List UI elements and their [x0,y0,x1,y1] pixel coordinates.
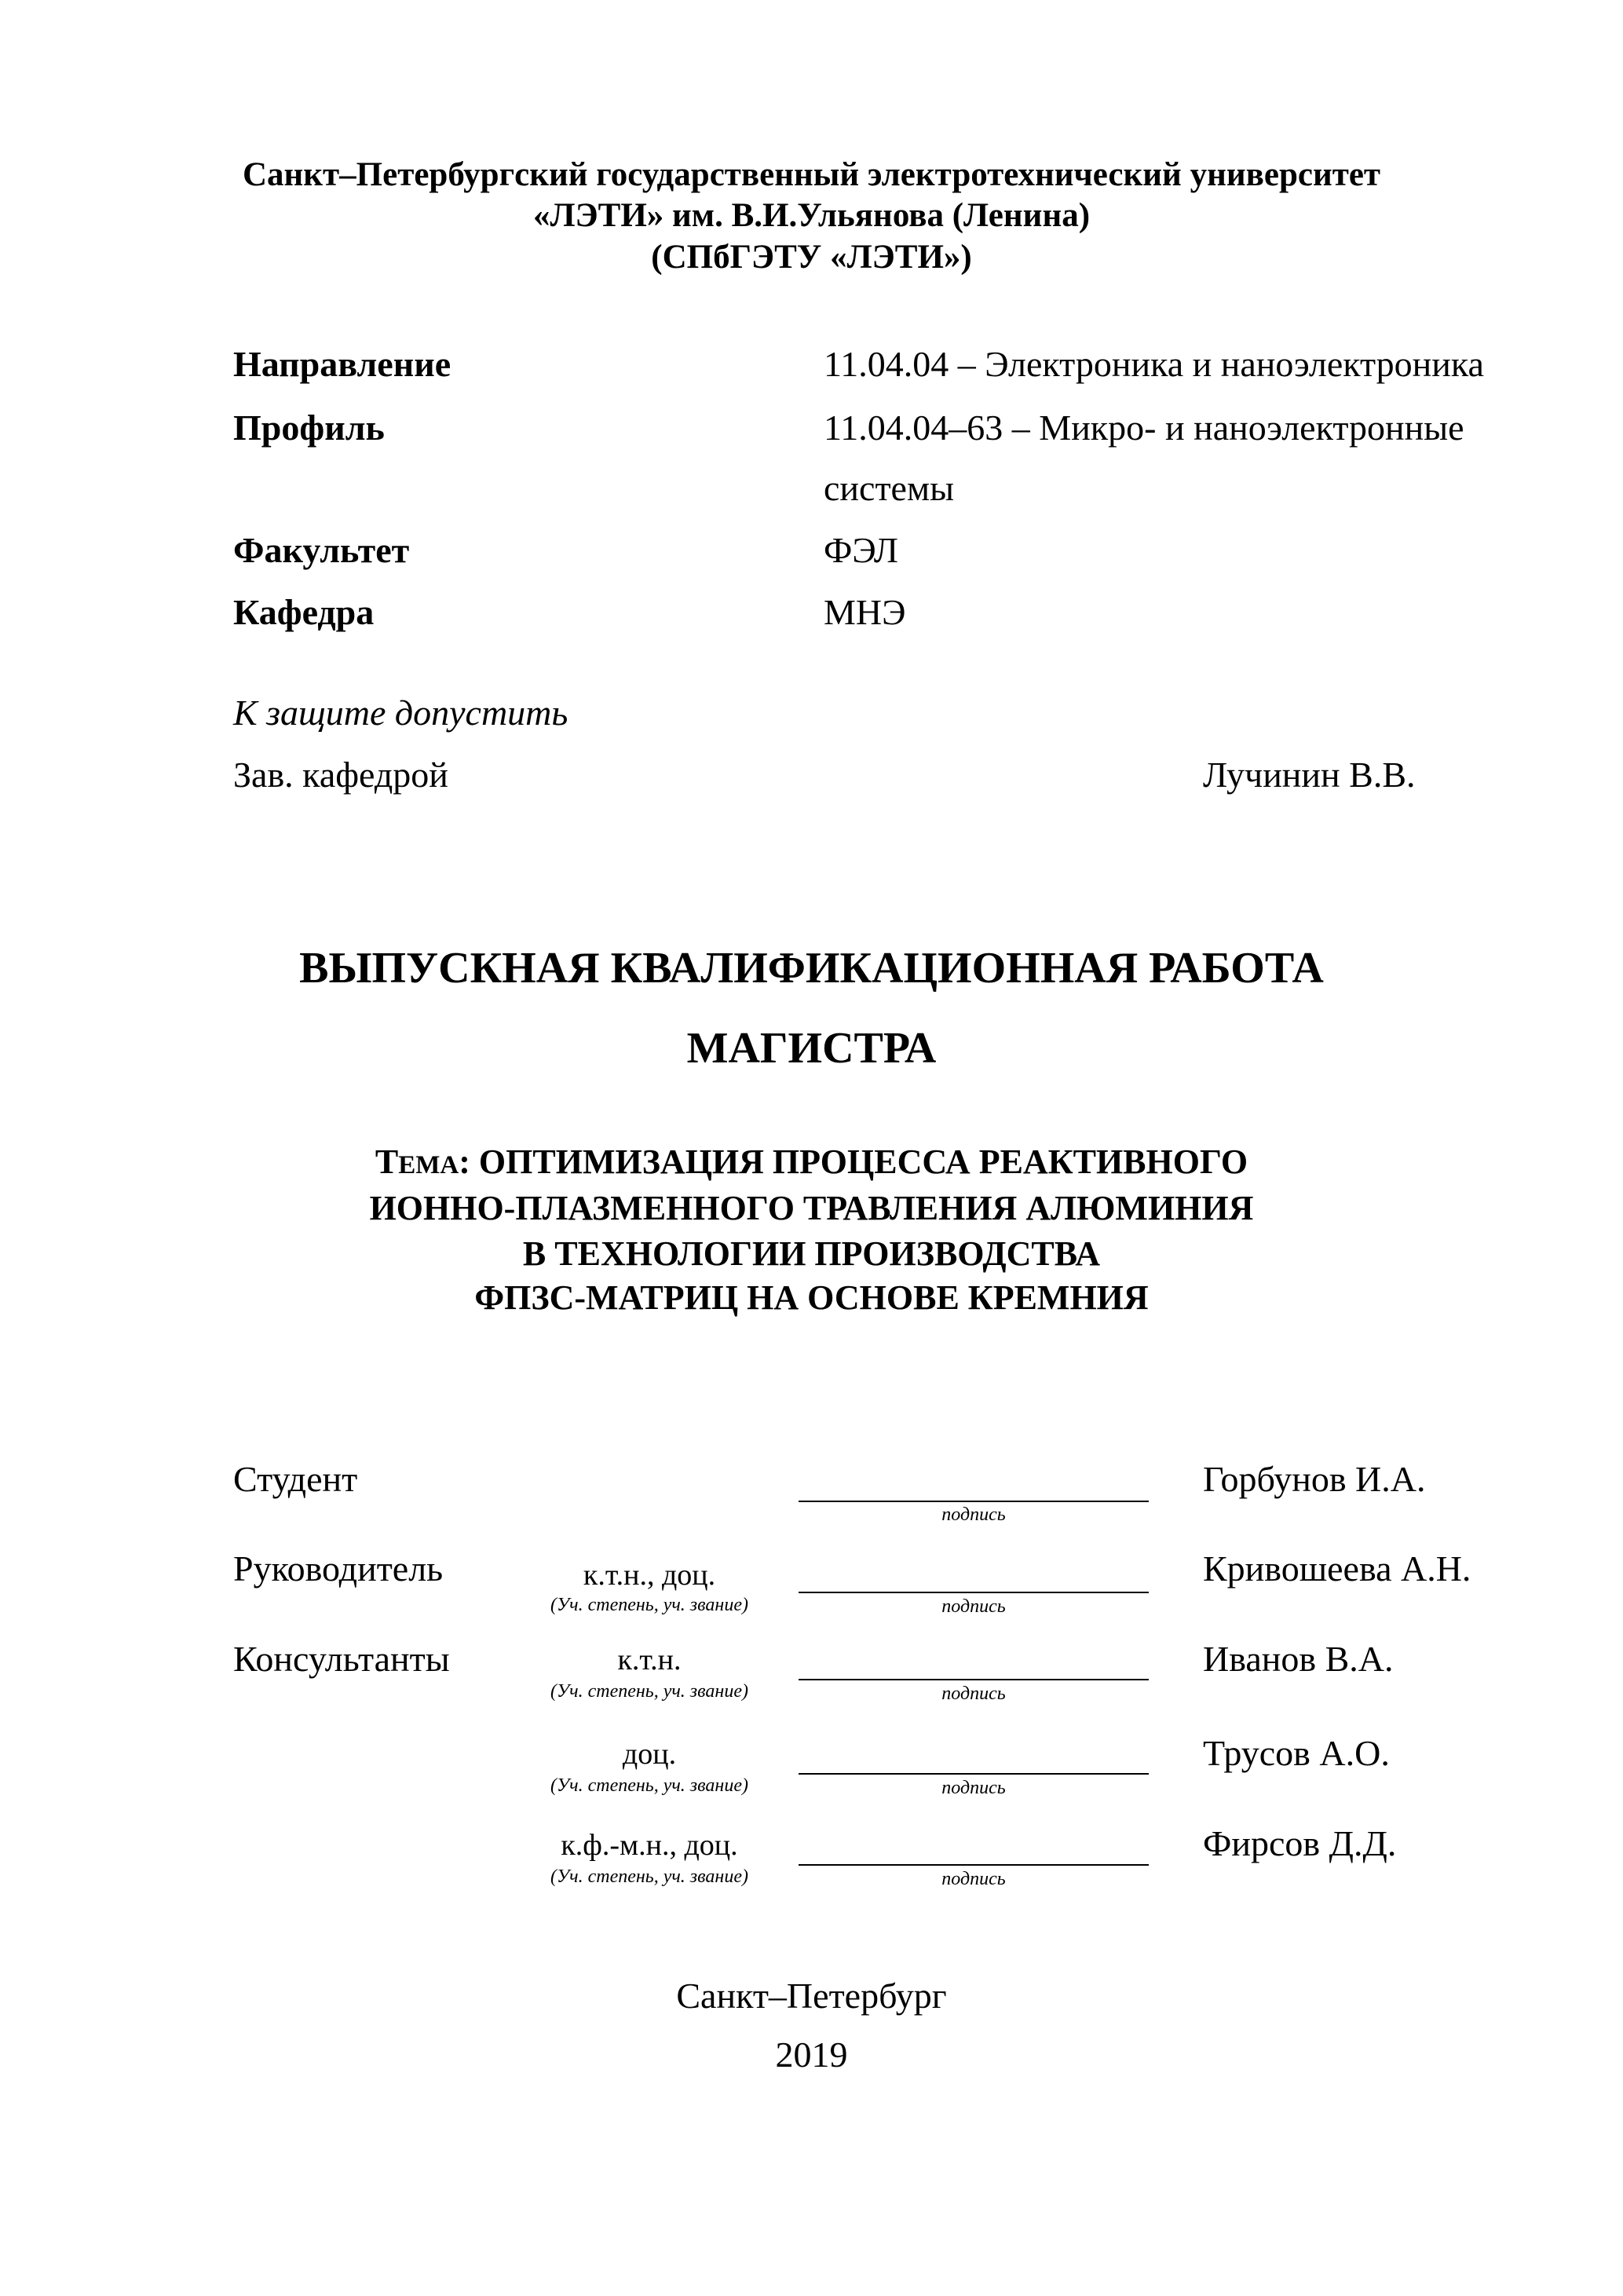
work-title-line1: ВЫПУСКНАЯ КВАЛИФИКАЦИОННАЯ РАБОТА [299,944,1324,993]
department-value: МНЭ [824,592,906,632]
signature-name: Кривошеева А.Н. [1203,1548,1471,1589]
signature-degree: доц. [622,1738,677,1771]
footer-year: 2019 [775,2035,848,2075]
signature-degree: к.т.н. [617,1643,682,1676]
profile-value: 11.04.04–63 – Микро- и наноэлектронные [824,408,1464,448]
signature-degree: к.т.н., доц. [583,1559,716,1592]
approval-name: Лучинин В.В. [1203,755,1416,795]
signature-line [799,1864,1149,1866]
degree-hint: (Уч. степень, уч. звание) [550,1866,748,1887]
footer-city: Санкт–Петербург [676,1976,947,2016]
topic-line2: ИОННО-ПЛАЗМЕННОГО ТРАВЛЕНИЯ АЛЮМИНИЯ [369,1189,1254,1227]
signature-line [799,1501,1149,1502]
university-short-name: (СПбГЭТУ «ЛЭТИ») [651,239,972,276]
signature-role-student: Студент [233,1459,358,1499]
faculty-label: Факультет [233,530,410,570]
university-abbrev-name: «ЛЭТИ» им. В.И.Ульянова (Ленина) [532,197,1091,234]
profile-label: Профиль [233,408,385,448]
signature-line [799,1592,1149,1593]
topic-label-rest: ЕМА [398,1151,459,1179]
approval-heading: К защите допустить [233,693,568,733]
topic-line1 [0,1141,1623,1186]
university-name: Санкт–Петербургский государственный электротехнический университет [242,156,1381,193]
degree-hint: (Уч. степень, уч. звание) [550,1775,748,1796]
signature-degree: к.ф.-м.н., доц. [561,1829,738,1862]
topic-label-first: Т [375,1143,399,1181]
signature-role-supervisor: Руководитель [233,1548,444,1589]
signature-hint: подпись [941,1684,1006,1704]
degree-hint: (Уч. степень, уч. звание) [550,1681,748,1702]
faculty-value: ФЭЛ [824,530,899,570]
topic-line4: ФПЗС-МАТРИЦ НА ОСНОВЕ КРЕМНИЯ [474,1278,1149,1317]
signature-hint: подпись [941,1869,1006,1889]
direction-value: 11.04.04 – Электроника и наноэлектроника [824,344,1484,384]
signature-role-consultants: Консультанты [233,1639,450,1679]
topic-line3: В ТЕХНОЛОГИИ ПРОИЗВОДСТВА [522,1234,1101,1273]
approval-role: Зав. кафедрой [233,755,448,795]
signature-line [799,1679,1149,1680]
degree-hint: (Уч. степень, уч. звание) [550,1595,748,1615]
topic-colon: : [459,1143,470,1181]
signature-name: Фирсов Д.Д. [1203,1823,1397,1863]
signature-line [799,1773,1149,1775]
signature-name: Трусов А.О. [1203,1733,1390,1773]
signature-name: Иванов В.А. [1203,1639,1394,1679]
signature-name: Горбунов И.А. [1203,1459,1426,1499]
signature-hint: подпись [941,1504,1006,1525]
topic-text-line1: ОПТИМИЗАЦИЯ ПРОЦЕССА РЕАКТИВНОГО [478,1143,1248,1181]
signature-hint: подпись [941,1778,1006,1798]
direction-label: Направление [233,344,451,384]
work-title-line2: МАГИСТРА [686,1024,937,1073]
signature-hint: подпись [941,1596,1006,1617]
profile-value-cont: системы [824,468,954,508]
department-label: Кафедра [233,592,375,632]
